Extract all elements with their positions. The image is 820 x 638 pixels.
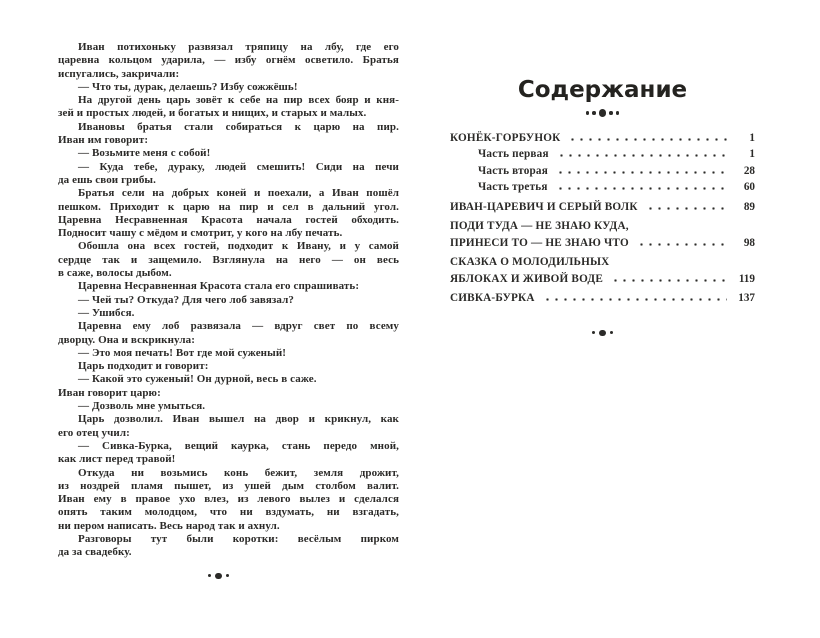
story-line: — Что ты, дурак, делаешь? Избу сожжёшь! — [78, 80, 298, 93]
story-line: Иван ему в правое ухо влез, из левого вылез и сделался — [58, 493, 399, 506]
toc-entry-label: ПОДИ ТУДА — НЕ ЗНАЮ КУДА, — [450, 220, 629, 232]
story-line: ни пером написать. Весь народ так и ахнул. — [58, 519, 280, 532]
toc-page-number: 98 — [743, 236, 755, 249]
story-line: пешком. Приходит к царю на пир и сел в дальний угол. — [58, 200, 399, 213]
page-end-dots-ornament — [450, 330, 755, 337]
story-line: сердце так и защемило. Взглянула на него — он весь — [58, 253, 399, 266]
toc-entry[interactable] — [450, 271, 755, 288]
toc-entry[interactable] — [450, 199, 755, 216]
story-line: опять таким молодцом, что ни вздумать, ни взгадать, — [58, 506, 399, 519]
toc-entry[interactable] — [450, 254, 755, 271]
left-page — [58, 41, 399, 579]
story-line: Царь подходит и говорит: — [78, 360, 209, 373]
story-line: — Сивка-Бурка, вещий каурка, стань передо мной, — [78, 439, 399, 452]
story-line: его отец учил: — [58, 426, 130, 439]
dot-leader — [609, 272, 727, 282]
small-dot-icon — [586, 111, 590, 115]
story-line: Иван потихоньку развязал тряпицу на лбу, где его — [78, 41, 399, 53]
toc-entry-label: Часть третья — [478, 181, 548, 193]
toc-entry[interactable] — [450, 290, 755, 307]
story-text — [58, 41, 399, 560]
story-line: зей и простых людей, и богатых и нищих, и старых и малых. — [58, 107, 367, 120]
story-line: да ешь свои грибы. — [58, 173, 156, 186]
toc-entry[interactable] — [450, 179, 755, 196]
story-line: испугались, закричали: — [58, 67, 180, 80]
story-line: Царевна Несравненная Красота начала гостей обходить. — [58, 213, 399, 226]
toc-page-number: 28 — [743, 164, 755, 177]
toc-entry-label: Часть первая — [478, 148, 549, 160]
small-dot-icon — [609, 111, 613, 115]
story-line: — Куда тебе, дураку, людей смешить! Сиди на печи — [78, 160, 399, 173]
small-dot-icon — [616, 111, 620, 115]
toc-page-number: 1 — [749, 131, 755, 144]
story-line: да за свадебку. — [58, 546, 132, 559]
story-line: — Ушибся. — [78, 306, 135, 319]
large-dot-icon — [599, 109, 607, 117]
dot-leader — [566, 131, 727, 141]
story-line: Царь дозволил. Иван вышел на двор и крикнул, как — [78, 413, 399, 426]
story-line: — Это моя печать! Вот где мой суженый! — [78, 346, 287, 359]
story-line: Иван им говорит: — [58, 134, 149, 147]
toc-entry-label: ПРИНЕСИ ТО — НЕ ЗНАЮ ЧТО — [450, 236, 629, 249]
dot-leader — [555, 147, 727, 157]
toc-page-number: 137 — [738, 292, 755, 304]
dot-leader — [554, 180, 727, 190]
toc-entry-label: СКАЗКА О МОЛОДИЛЬНЫХ — [450, 256, 610, 268]
toc-page-number: 89 — [743, 200, 755, 213]
small-dot-icon — [592, 111, 596, 115]
story-line: дворцу. Она и вскрикнула: — [58, 333, 196, 346]
story-line: в саже, волосы дыбом. — [58, 267, 172, 280]
story-line: Братья сели на добрых коней и поехали, а Иван пошёл — [78, 187, 399, 200]
toc-entry[interactable] — [450, 218, 755, 235]
story-line: Подносит чашу с мёдом и смотрит, у кого на лбу печать. — [58, 227, 343, 240]
small-dot-icon — [592, 331, 595, 334]
story-line: Ивановы братья стали собираться к царю на пир. — [78, 120, 399, 133]
toc-entry-label: СИВКА-БУРКА — [450, 292, 535, 304]
story-line: — Какой это суженый! Он дурной, весь в саже. — [78, 373, 317, 386]
story-line: Обошла она всех гостей, подходит к Ивану, и у самой — [78, 240, 399, 253]
toc-page-number: 1 — [749, 148, 755, 160]
story-line: Царевна ему лоб развязала — вдруг свет по всему — [78, 320, 399, 333]
story-line: Царевна Несравненная Красота стала его спрашивать: — [78, 280, 360, 293]
toc-entry-label: ЯБЛОКАХ И ЖИВОЙ ВОДЕ — [450, 272, 603, 285]
dot-leader — [554, 164, 727, 174]
contents-title: Содержание — [517, 77, 688, 103]
story-line: из ноздрей пламя пышет, из ушей дым столбом валит. — [58, 479, 399, 492]
dot-leader — [635, 236, 727, 246]
small-dot-icon — [610, 331, 613, 334]
story-line: — Дозволь мне умыться. — [78, 400, 206, 413]
story-line: как лист перед травой! — [58, 453, 176, 466]
story-line: Разговоры тут были коротки: весёлым пирком — [78, 532, 399, 545]
large-dot-icon — [215, 573, 222, 580]
page-end-dots-ornament — [48, 573, 389, 580]
right-page — [450, 76, 755, 336]
toc-list — [450, 130, 755, 307]
story-line: царевна кольцом ударила, — избу огнём осветило. Братья — [58, 54, 399, 67]
toc-entry-label: КОНЁК-ГОРБУНОК — [450, 131, 561, 144]
small-dot-icon — [226, 574, 229, 577]
toc-page-number: 119 — [738, 272, 755, 285]
dot-leader — [644, 200, 727, 210]
toc-entry[interactable] — [450, 235, 755, 252]
story-line: На другой день царь зовёт к себе на пир всех бояр и кня- — [78, 94, 399, 107]
story-line: — Возьмите меня с собой! — [78, 147, 211, 160]
toc-entry-label: Часть вторая — [478, 164, 548, 177]
toc-page-number: 60 — [743, 181, 755, 193]
title-dots-ornament — [450, 109, 755, 117]
toc-entry[interactable] — [450, 163, 755, 180]
large-dot-icon — [599, 330, 606, 337]
small-dot-icon — [208, 574, 211, 577]
toc-entry[interactable] — [450, 146, 755, 163]
story-line: Иван говорит царю: — [58, 386, 161, 399]
toc-entry-label: ИВАН-ЦАРЕВИЧ И СЕРЫЙ ВОЛК — [450, 200, 638, 213]
story-line: Откуда ни возьмись конь бежит, земля дрожит, — [78, 466, 399, 479]
dot-leader — [541, 291, 727, 301]
toc-entry[interactable] — [450, 130, 755, 147]
story-line: — Чей ты? Откуда? Для чего лоб завязал? — [78, 293, 294, 306]
